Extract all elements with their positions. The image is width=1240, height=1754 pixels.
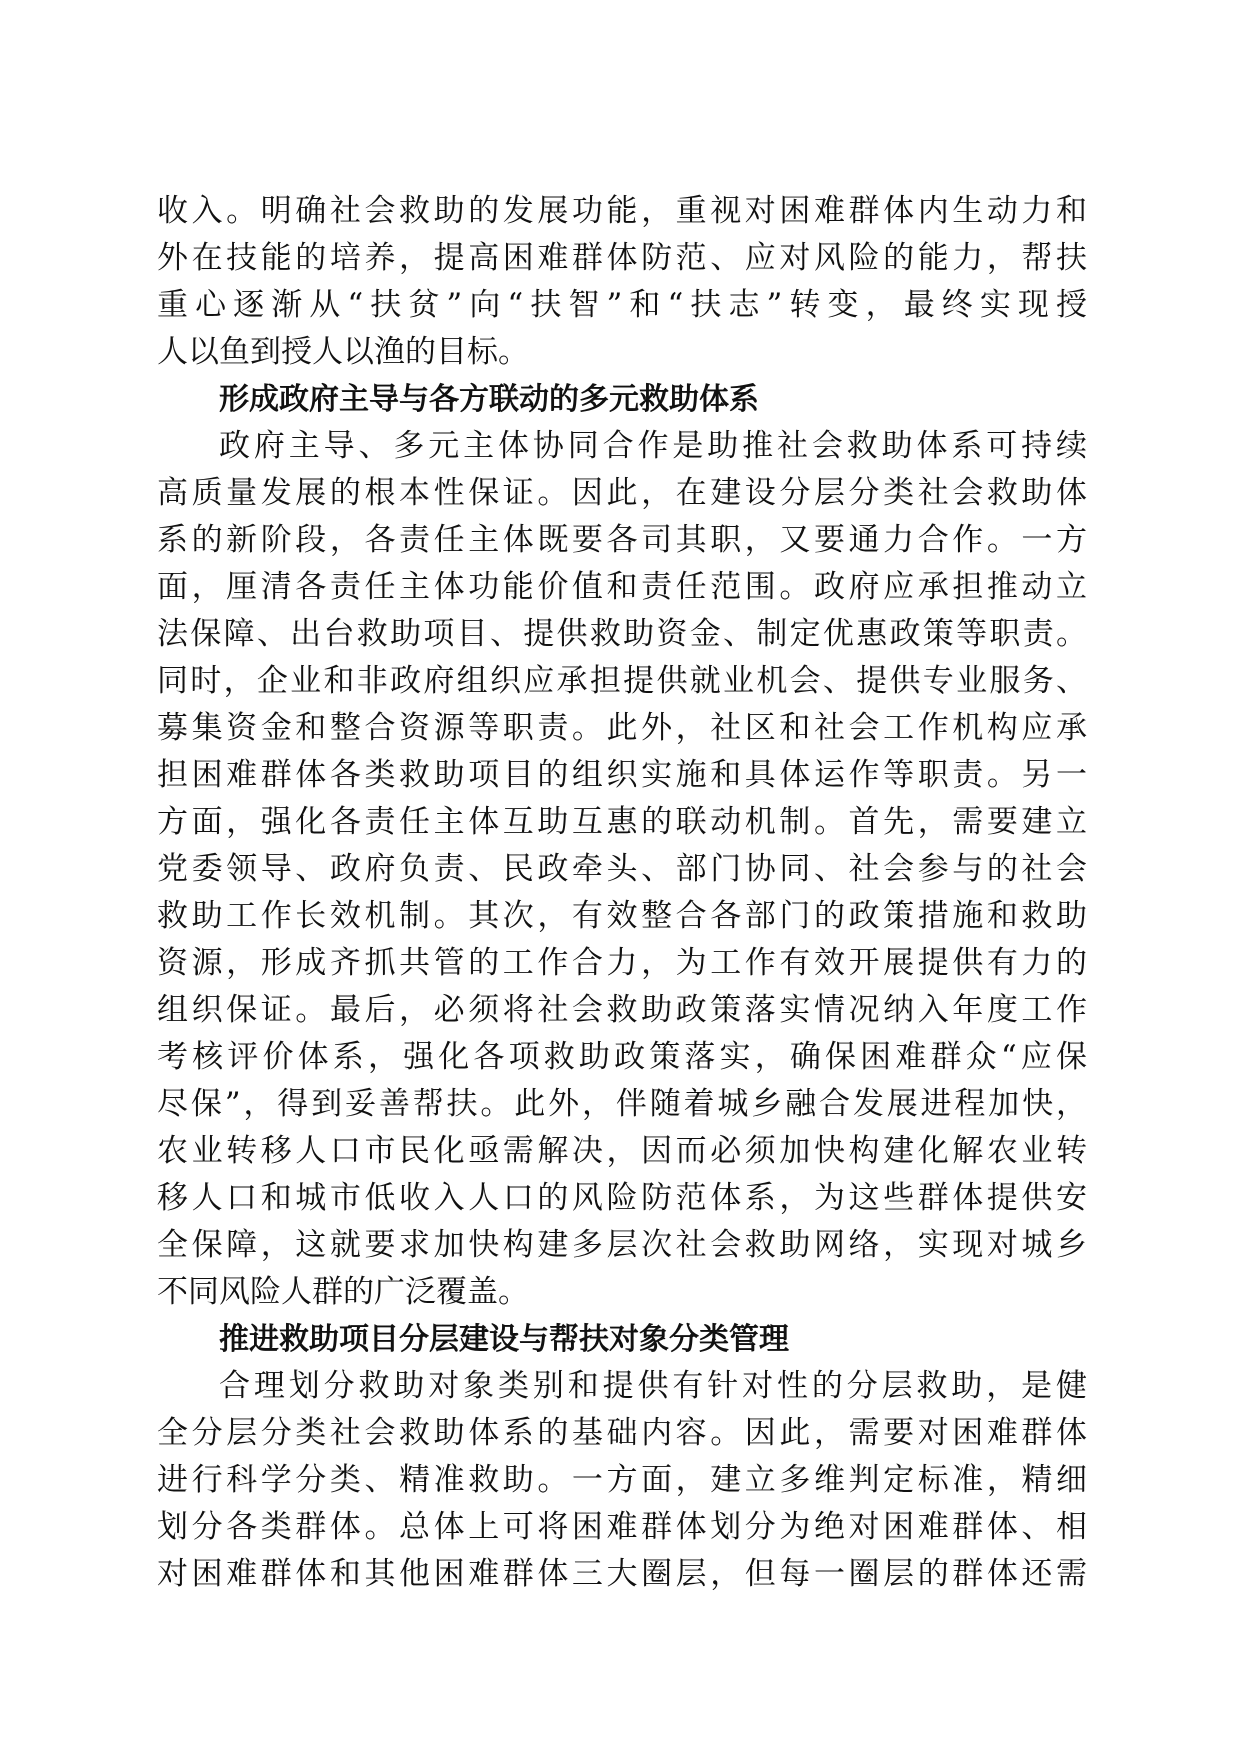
text-line: 人以鱼到授人以渔的目标。 [157,334,529,370]
text-line: 对困难群体和其他困难群体三大圈层，但每一圈层的群体还需 [157,1556,1087,1592]
section-heading-tiered-projects: 推进救助项目分层建设与帮扶对象分类管理 [219,1322,789,1357]
text-line: 面，厘清各责任主体功能价值和责任范围。政府应承担推动立 [157,569,1087,605]
text-line: 方面，强化各责任主体互助互惠的联动机制。首先，需要建立 [157,804,1087,840]
section-heading-government-led: 形成政府主导与各方联动的多元救助体系 [219,382,759,417]
text-line: 系的新阶段，各责任主体既要各司其职，又要通力合作。一方 [157,522,1087,558]
text-line: 组织保证。最后，必须将社会救助政策落实情况纳入年度工作 [157,992,1087,1028]
text-line: 考核评价体系，强化各项救助政策落实，确保困难群众“应保 [157,1039,1087,1075]
document-body [157,188,1087,1598]
text-line: 救助工作长效机制。其次，有效整合各部门的政策措施和救助 [157,898,1087,934]
text-line: 高质量发展的根本性保证。因此，在建设分层分类社会救助体 [157,475,1087,511]
text-line: 进行科学分类、精准救助。一方面，建立多维判定标准，精细 [157,1462,1087,1498]
text-line: 合理划分救助对象类别和提供有针对性的分层救助，是健 [219,1368,1087,1404]
text-line: 尽保”，得到妥善帮扶。此外，伴随着城乡融合发展进程加快， [157,1086,1087,1122]
text-line: 重心逐渐从“扶贫”向“扶智”和“扶志”转变，最终实现授 [157,287,1087,323]
text-line: 法保障、出台救助项目、提供救助资金、制定优惠政策等职责。 [157,616,1087,652]
text-line: 担困难群体各类救助项目的组织实施和具体运作等职责。另一 [157,757,1087,793]
text-line: 不同风险人群的广泛覆盖。 [157,1274,529,1310]
text-line: 全分层分类社会救助体系的基础内容。因此，需要对困难群体 [157,1415,1087,1451]
text-line: 外在技能的培养，提高困难群体防范、应对风险的能力，帮扶 [157,240,1087,276]
paragraph-development-function [157,188,1087,376]
text-line: 农业转移人口市民化亟需解决，因而必须加快构建化解农业转 [157,1133,1087,1169]
text-line: 划分各类群体。总体上可将困难群体划分为绝对困难群体、相 [157,1509,1087,1545]
text-line: 募集资金和整合资源等职责。此外，社区和社会工作机构应承 [157,710,1087,746]
paragraph-government-led [157,423,1087,1316]
text-line: 党委领导、政府负责、民政牵头、部门协同、社会参与的社会 [157,851,1087,887]
text-line: 移人口和城市低收入人口的风险防范体系，为这些群体提供安 [157,1180,1087,1216]
text-line: 资源，形成齐抓共管的工作合力，为工作有效开展提供有力的 [157,945,1087,981]
text-line: 同时，企业和非政府组织应承担提供就业机会、提供专业服务、 [157,663,1087,699]
text-line: 收入。明确社会救助的发展功能，重视对困难群体内生动力和 [157,193,1087,229]
text-line: 全保障，这就要求加快构建多层次社会救助网络，实现对城乡 [157,1227,1087,1263]
paragraph-tiered-projects [157,1363,1087,1598]
text-line: 政府主导、多元主体协同合作是助推社会救助体系可持续 [219,428,1087,464]
